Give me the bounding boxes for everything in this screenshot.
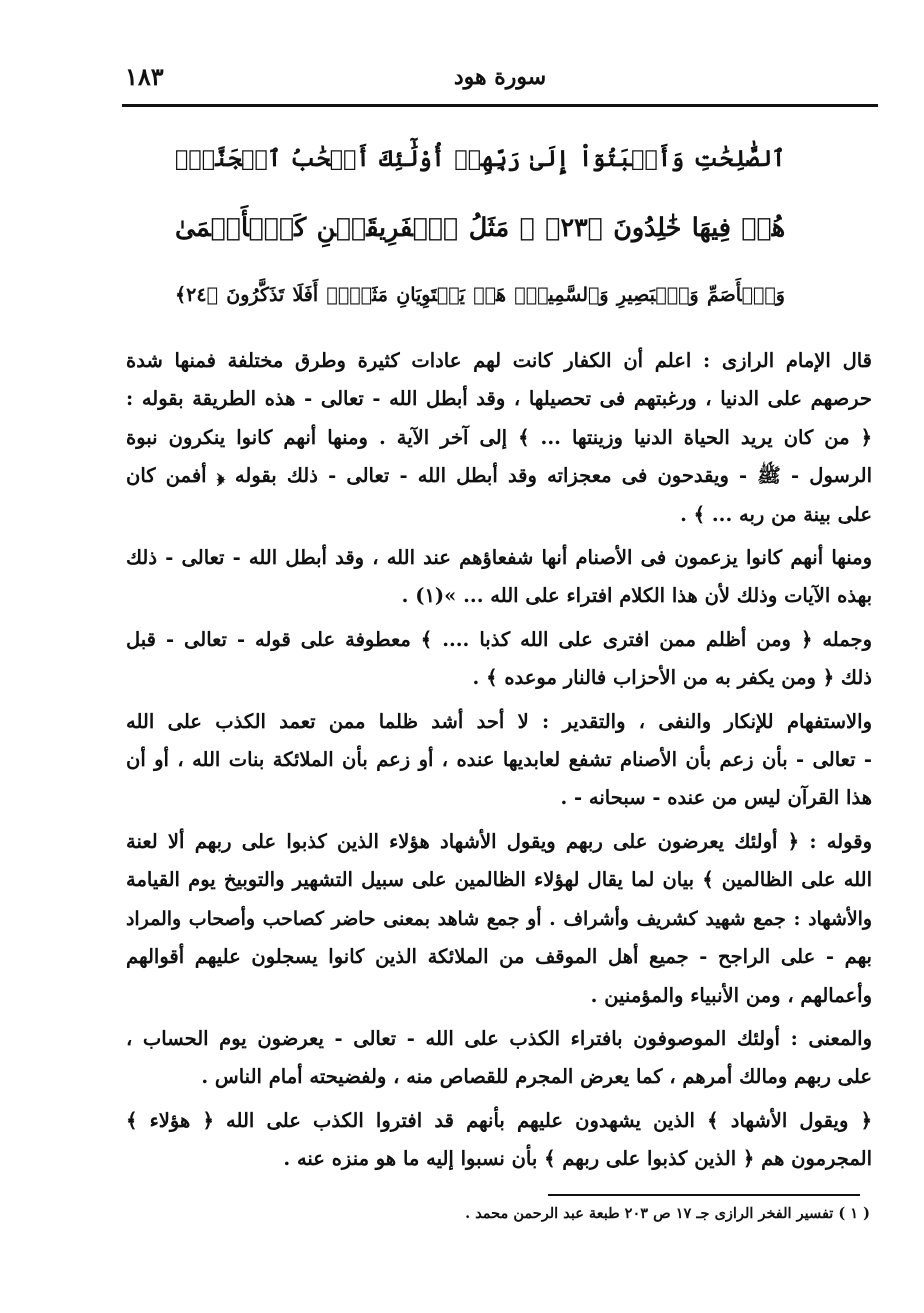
- text-line: بهذه الآيات وذلك لأن هذا الكلام افتراء على الله ... »(١) .: [401, 584, 872, 608]
- text-line: والأشهاد : جمع شهيد كشريف وأشراف . أو جمع شاهد بمعنى حاضر كصاحب وأصحاب والمراد: [126, 907, 872, 930]
- commentary-body: [126, 342, 872, 1184]
- text-line: والمعنى : أولئك الموصوفون بافتراء الكذب على الله - تعالى - يعرضون يوم الحساب ،: [126, 1026, 872, 1050]
- header-rule: [122, 104, 878, 107]
- paragraph: [126, 823, 872, 1015]
- text-line: ﴿ من كان يريد الحياة الدنيا وزينتها ... ﴾ إلى آخر الآية . ومنها أنهم كانوا ينكرون نبوة: [126, 425, 872, 449]
- paragraph: [126, 703, 872, 818]
- text-line: على بينة من ربه ... ﴾ .: [680, 502, 872, 526]
- quran-line: وَٱلۡأَصَمِّ وَٱلۡبَصِيرِ وَٱلسَّمِيعِۚ هَلۡ يَسۡتَوِيَانِ مَثَلًاۚ أَفَلَا تَذَكَّرُونَ ﴿٢٤﴾: [175, 284, 785, 306]
- text-line: ﴿ ويقول الأشهاد ﴾ الذين يشهدون عليهم بأنهم قد افتروا الكذب على الله ﴿ هؤلاء ﴾: [126, 1108, 872, 1132]
- text-line: حرصهم على الدنيا ، ورغبتهم فى تحصيلها ، وقد أبطل الله - تعالى - هذه الطريقة بقوله :: [126, 387, 872, 411]
- text-line: وجمله ﴿ ومن أظلم ممن افترى على الله كذبا .... ﴾ معطوفة على قوله - تعالى - قبل: [126, 627, 872, 651]
- quran-line: ٱلصَّٰلِحَٰتِ وَأَخۡبَتُوٓاْ إِلَىٰ رَبِّهِمۡ أُوْلَٰٓئِكَ أَصۡحَٰبُ ٱلۡجَنَّةِۖ: [175, 146, 785, 172]
- text-line: الله على الظالمين ﴾ بيان لما يقال لهؤلاء الظالمين على سبيل التشهير والتوبيخ يوم القيامة: [126, 868, 872, 892]
- text-line: الرسول - ﷺ - ويقدحون فى معجزاته وقد أبطل الله - تعالى - ذلك بقوله ﴿ أفمن كان: [126, 464, 872, 488]
- text-line: قال الإمام الرازى : اعلم أن الكفار كانت لهم عادات كثيرة وطرق مختلفة فمنها شدة: [126, 349, 872, 372]
- text-line: ذلك ﴿ ومن يكفر به من الأحزاب فالنار موعده ﴾ .: [472, 666, 872, 690]
- text-line: ومنها أنهم كانوا يزعمون فى الأصنام أنها شفعاؤهم عند الله ، وقد أبطل الله - تعالى - ذلك: [126, 546, 872, 570]
- page-header: [125, 62, 875, 92]
- text-line: على ربهم ومالك أمرهم ، كما يعرض المجرم للقصاص منه ، ولفضيحته أمام الناس .: [201, 1065, 872, 1089]
- paragraph: [126, 539, 872, 616]
- text-line: - تعالى - بأن زعم بأن الأصنام تشفع لعابديها عنده ، أو زعم بأن الملائكة بنات الله ، أو أن: [126, 748, 872, 772]
- text-line: هذا القرآن ليس من عنده - سبحانه - .: [560, 786, 872, 810]
- footnote: ( ١ ) تفسير الفخر الرازى جـ ١٧ ص ٢٠٣ طبعة عبد الرحمن محمد .: [465, 1205, 870, 1222]
- text-line: وأعمالهم ، ومن الأنبياء والمؤمنين .: [590, 983, 872, 1007]
- text-line: بهم - على الراجح - جميع أهل الموقف من الملائكة الذين كانوا يسجلون عليهم أقوالهم: [126, 945, 872, 969]
- surah-title: سورة هود: [453, 64, 547, 90]
- text-line: والاستفهام للإنكار والنفى ، والتقدير : لا أحد أشد ظلما ممن تعمد الكذب على الله: [126, 709, 872, 733]
- text-line: وقوله : ﴿ أولئك يعرضون على ربهم ويقول الأشهاد هؤلاء الذين كذبوا على ربهم ألا لعنة: [126, 829, 872, 853]
- paragraph: [126, 342, 872, 534]
- paragraph: [126, 1102, 872, 1179]
- paragraph: [126, 621, 872, 698]
- footnote-rule: [548, 1194, 860, 1196]
- paragraph: [126, 1020, 872, 1097]
- page-number: ١٨٣: [125, 62, 164, 91]
- text-line: المجرمون هم ﴿ الذين كذبوا على ربهم ﴾ بأن نسبوا إليه ما هو منزه عنه .: [283, 1147, 872, 1171]
- quran-verses: [175, 125, 785, 329]
- quran-line: هُمۡ فِيهَا خَٰلِدُونَ ﴿٢٣﴾ ۞ مَثَلُ ٱلۡفَرِيقَيۡنِ كَٱلۡأَعۡمَىٰ: [175, 212, 786, 242]
